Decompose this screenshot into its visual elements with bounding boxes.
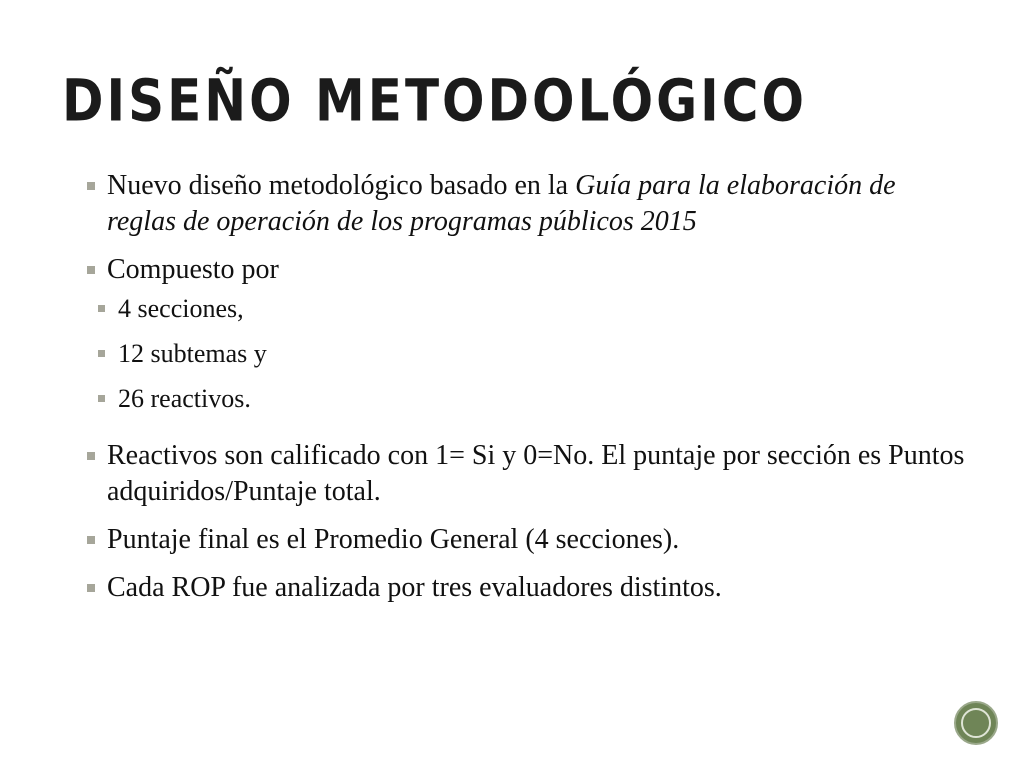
sub-bullet-item [97, 337, 966, 371]
square-bullet-icon [87, 536, 95, 544]
bullet-item [86, 168, 966, 240]
square-bullet-icon [87, 182, 95, 190]
bullet-text: Compuesto por [107, 254, 279, 285]
square-bullet-icon [98, 305, 105, 312]
bullet-text: Puntaje final es el Promedio General (4 secciones). [107, 524, 680, 555]
bullet-item [86, 252, 966, 288]
sub-bullet-list [97, 292, 966, 416]
bullet-item [86, 570, 966, 606]
sub-bullet-item [97, 292, 966, 326]
slide-title: DISEÑO METODOLÓGICO [62, 66, 807, 134]
circle-next-icon [961, 708, 991, 738]
square-bullet-icon [87, 266, 95, 274]
bullet-item [86, 522, 966, 558]
sub-bullet-item [97, 382, 966, 416]
square-bullet-icon [98, 350, 105, 357]
bullet-text-italic: Guía para la elaboración de reglas de operación de los programas públicos 2015 [107, 170, 896, 237]
bullet-text: Nuevo diseño metodológico basado en la [107, 170, 576, 201]
slide-content [86, 168, 966, 618]
square-bullet-icon [87, 452, 95, 460]
sub-bullet-text: 26 reactivos. [118, 384, 251, 413]
next-slide-button[interactable] [954, 701, 998, 745]
bullet-list [86, 168, 966, 606]
square-bullet-icon [98, 395, 105, 402]
sub-bullet-container [97, 292, 966, 416]
bullet-text: Reactivos son calificado con 1= Si y 0=No. El puntaje por sección es Puntos adquiridos/Puntaje total. [107, 440, 965, 507]
sub-bullet-text: 12 subtemas y [118, 339, 267, 368]
sub-bullet-text: 4 secciones, [118, 294, 244, 323]
bullet-item [86, 438, 966, 510]
square-bullet-icon [87, 584, 95, 592]
bullet-text: Cada ROP fue analizada por tres evaluadores distintos. [107, 572, 722, 603]
